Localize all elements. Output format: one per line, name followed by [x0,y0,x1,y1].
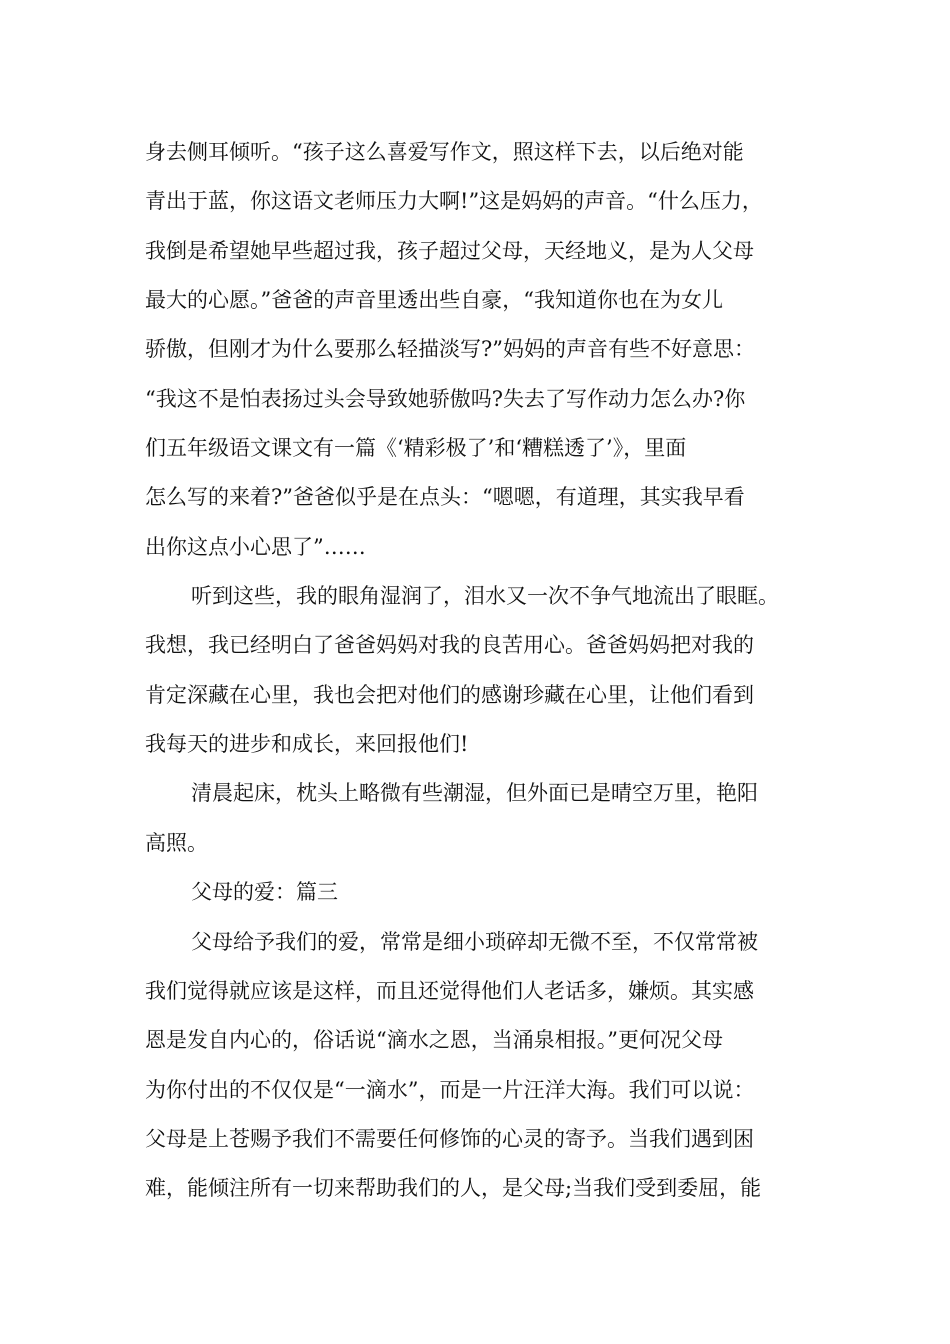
text-line: 我每天的进步和成长，来回报他们! [145,732,469,757]
text-line: 难，能倾注所有一切来帮助我们的人，是父母;当我们受到委屈，能 [145,1176,762,1201]
text-line: 们五年级语文课文有一篇《‘精彩极了’和‘糟糕透了’》，里面 [145,436,687,461]
text-line: 最大的心愿。”爸爸的声音里透出些自豪，“我知道你也在为女儿 [145,288,723,313]
text-line: 骄傲，但刚才为什么要那么轻描淡写?”妈妈的声音有些不好意思： [145,337,755,362]
text-line: 青出于蓝，你这语文老师压力大啊!”这是妈妈的声音。“什么压力， [145,189,763,214]
text-line: 我想，我已经明白了爸爸妈妈对我的良苦用心。爸爸妈妈把对我的 [145,633,754,658]
text-line: 出你这点小心思了”…… [145,534,366,559]
section-heading: 父母的爱：篇三 [191,880,338,905]
text-line: 高照。 [145,830,208,855]
text-line: 父母是上苍赐予我们不需要任何修饰的心灵的寄予。当我们遇到困 [145,1126,754,1151]
text-line: 为你付出的不仅仅是“一滴水”，而是一片汪洋大海。我们可以说： [145,1077,755,1102]
paragraph-start-line: 父母给予我们的爱，常常是细小琐碎却无微不至，不仅常常被 [191,929,758,954]
text-line: 肯定深藏在心里，我也会把对他们的感谢珍藏在心里，让他们看到 [145,682,754,707]
text-line: “我这不是怕表扬过头会导致她骄傲吗?失去了写作动力怎么办?你 [145,386,746,411]
text-line: 恩是发自内心的，俗话说“滴水之恩，当涌泉相报。”更何况父母 [145,1028,723,1053]
text-line: 我倒是希望她早些超过我，孩子超过父母，天经地义，是为人父母 [145,238,754,263]
text-line: 身去侧耳倾听。“孩子这么喜爱写作文，照这样下去，以后绝对能 [145,140,744,164]
text-line: 我们觉得就应该是这样，而且还觉得他们人老话多，嫌烦。其实感 [145,978,754,1003]
body-text [145,128,815,1214]
text-line: 怎么写的来着?”爸爸似乎是在点头：“嗯嗯，有道理，其实我早看 [145,485,745,510]
paragraph-start-line: 听到这些，我的眼角湿润了，泪水又一次不争气地流出了眼眶。 [191,584,779,609]
paragraph-start-line: 清晨起床，枕头上略微有些潮湿，但外面已是晴空万里，艳阳 [191,781,758,806]
